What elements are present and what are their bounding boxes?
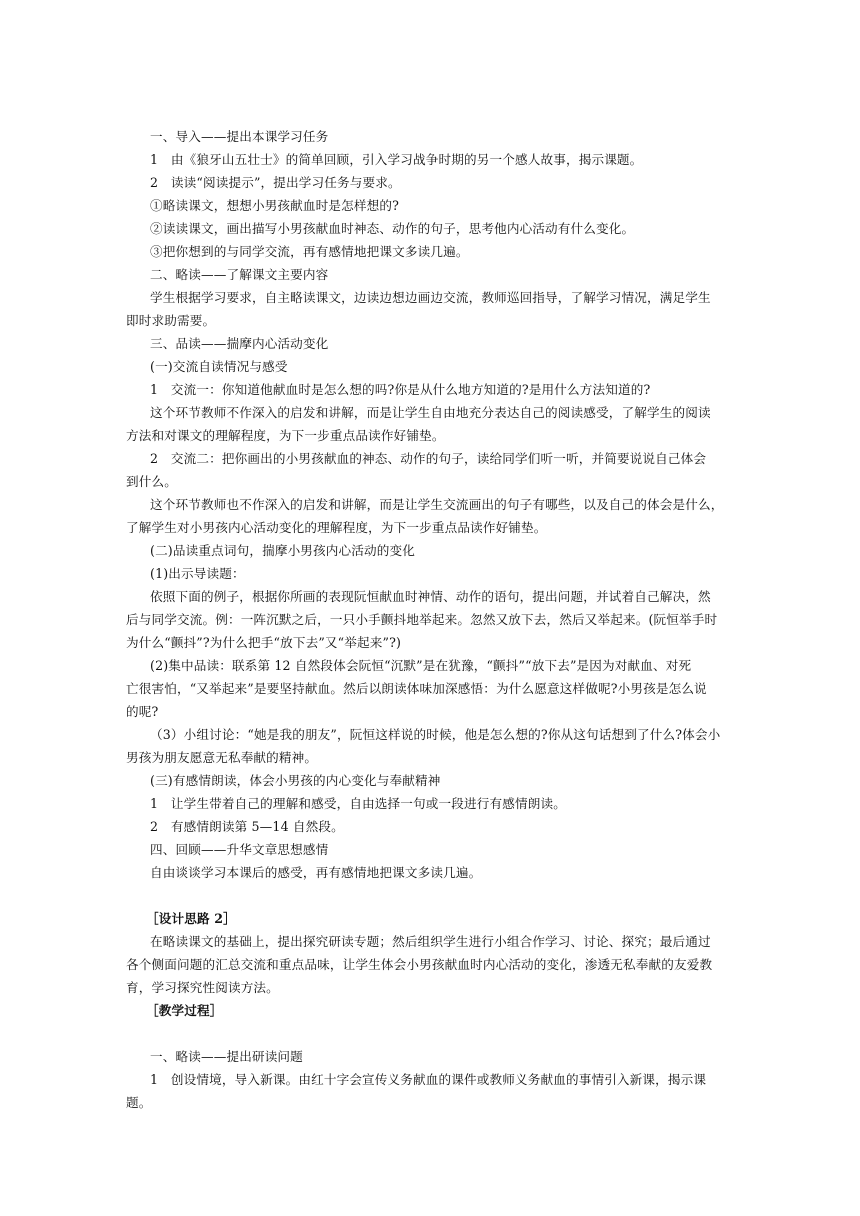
paragraph-line: (2)集中品读：联系第 12 自然段体会阮恒“沉默”是在犹豫，“颤抖”“放下去”是因为对献血、对死 <box>150 658 692 673</box>
paragraph-line: 育，学习探究性阅读方法。 <box>126 980 279 995</box>
paragraph-line: 依照下面的例子，根据你所画的表现阮恒献血时神情、动作的语句，提出问题，并试着自己解决，然 <box>150 589 711 604</box>
paragraph-line: 男孩为朋友愿意无私奉献的精神。 <box>126 750 318 765</box>
paragraph-line: 在略读课文的基础上，提出探究研读专题；然后组织学生进行小组合作学习、讨论、探究；最后通过 <box>150 934 711 949</box>
paragraph-line: 亡很害怕，“又举起来”是要坚持献血。然后以朗读体味加深感悟：为什么愿意这样做呢?小男孩是怎么说 <box>126 681 707 696</box>
paragraph-line: 这个环节教师不作深入的启发和讲解，而是让学生自由地充分表达自己的阅读感受，了解学生的阅读 <box>150 405 711 420</box>
paragraph-line: (一)交流自读情况与感受 <box>150 359 288 374</box>
paragraph-line: 题。 <box>126 1095 152 1110</box>
paragraph-line: 1 让学生带着自己的理解和感受，自由选择一句或一段进行有感情朗读。 <box>150 796 566 811</box>
heading-skim: 二、略读——了解课文主要内容 <box>150 267 329 282</box>
paragraph-line: 各个侧面问题的汇总交流和重点品味，让学生体会小男孩献血时内心活动的变化，渗透无私奉献的友爱教 <box>126 957 713 972</box>
section-heading-process: ［教学过程］ <box>146 1003 223 1018</box>
paragraph-line: ③把你想到的与同学交流，再有感情地把课文多读几遍。 <box>150 244 469 259</box>
heading-savor: 三、品读——揣摩内心活动变化 <box>150 336 329 351</box>
paragraph-line: 2 有感情朗读第 5—14 自然段。 <box>150 819 344 834</box>
paragraph-line: 的呢? <box>126 704 159 719</box>
paragraph-line: (1)出示导读题： <box>150 566 245 581</box>
paragraph-line: 为什么“颤抖”?为什么把手“放下去”又“举起来”?) <box>126 635 402 650</box>
paragraph-line: 方法和对课文的理解程度，为下一步重点品读作好铺垫。 <box>126 428 445 443</box>
paragraph-line: （3）小组讨论：“她是我的朋友”，阮恒这样说的时候，他是怎么想的?你从这句话想到了什么?体会小 <box>150 727 721 742</box>
heading-skim-questions: 一、略读——提出研读问题 <box>150 1049 303 1064</box>
paragraph-line: 学生根据学习要求，自主略读课文，边读边想边画边交流，教师巡回指导，了解学习情况，满足学生 <box>150 290 711 305</box>
paragraph-line: (二)品读重点词句，揣摩小男孩内心活动的变化 <box>150 543 416 558</box>
paragraph-line: 2 读读“阅读提示”，提出学习任务与要求。 <box>150 175 401 190</box>
paragraph-line: 自由谈谈学习本课后的感受，再有感情地把课文多读几遍。 <box>150 865 482 880</box>
paragraph-line: 后与同学交流。例：一阵沉默之后，一只小手颤抖地举起来。忽然又放下去，然后又举起来。(阮恒举手时 <box>126 612 718 627</box>
paragraph-line: ①略读课文，想想小男孩献血时是怎样想的? <box>150 198 400 213</box>
paragraph-line: 即时求助需要。 <box>126 313 216 328</box>
section-heading-design-2: ［设计思路 2］ <box>146 911 236 926</box>
heading-intro: 一、导入——提出本课学习任务 <box>150 129 329 144</box>
paragraph-line: 1 创设情境，导入新课。由红十字会宣传义务献血的课件或教师义务献血的事情引入新课，揭示课 <box>150 1072 707 1087</box>
paragraph-line: ②读读课文，画出描写小男孩献血时神态、动作的句子，思考他内心活动有什么变化。 <box>150 221 635 236</box>
paragraph-line: 了解学生对小男孩内心活动变化的理解程度，为下一步重点品读作好铺垫。 <box>126 520 547 535</box>
paragraph-line: 2 交流二：把你画出的小男孩献血的神态、动作的句子，读给同学们听一听，并简要说说自己体会 <box>150 451 707 466</box>
paragraph-line: (三)有感情朗读，体会小男孩的内心变化与奉献精神 <box>150 773 441 788</box>
paragraph-line: 到什么。 <box>126 474 177 489</box>
paragraph-line: 1 由《狼牙山五壮士》的简单回顾，引入学习战争时期的另一个感人故事，揭示课题。 <box>150 152 643 167</box>
paragraph-line: 1 交流一：你知道他献血时是怎么想的吗?你是从什么地方知道的?是用什么方法知道的? <box>150 382 651 397</box>
heading-review: 四、回顾——升华文章思想感情 <box>150 842 329 857</box>
paragraph-line: 这个环节教师也不作深入的启发和讲解，而是让学生交流画出的句子有哪些，以及自己的体会是什么， <box>150 497 724 512</box>
